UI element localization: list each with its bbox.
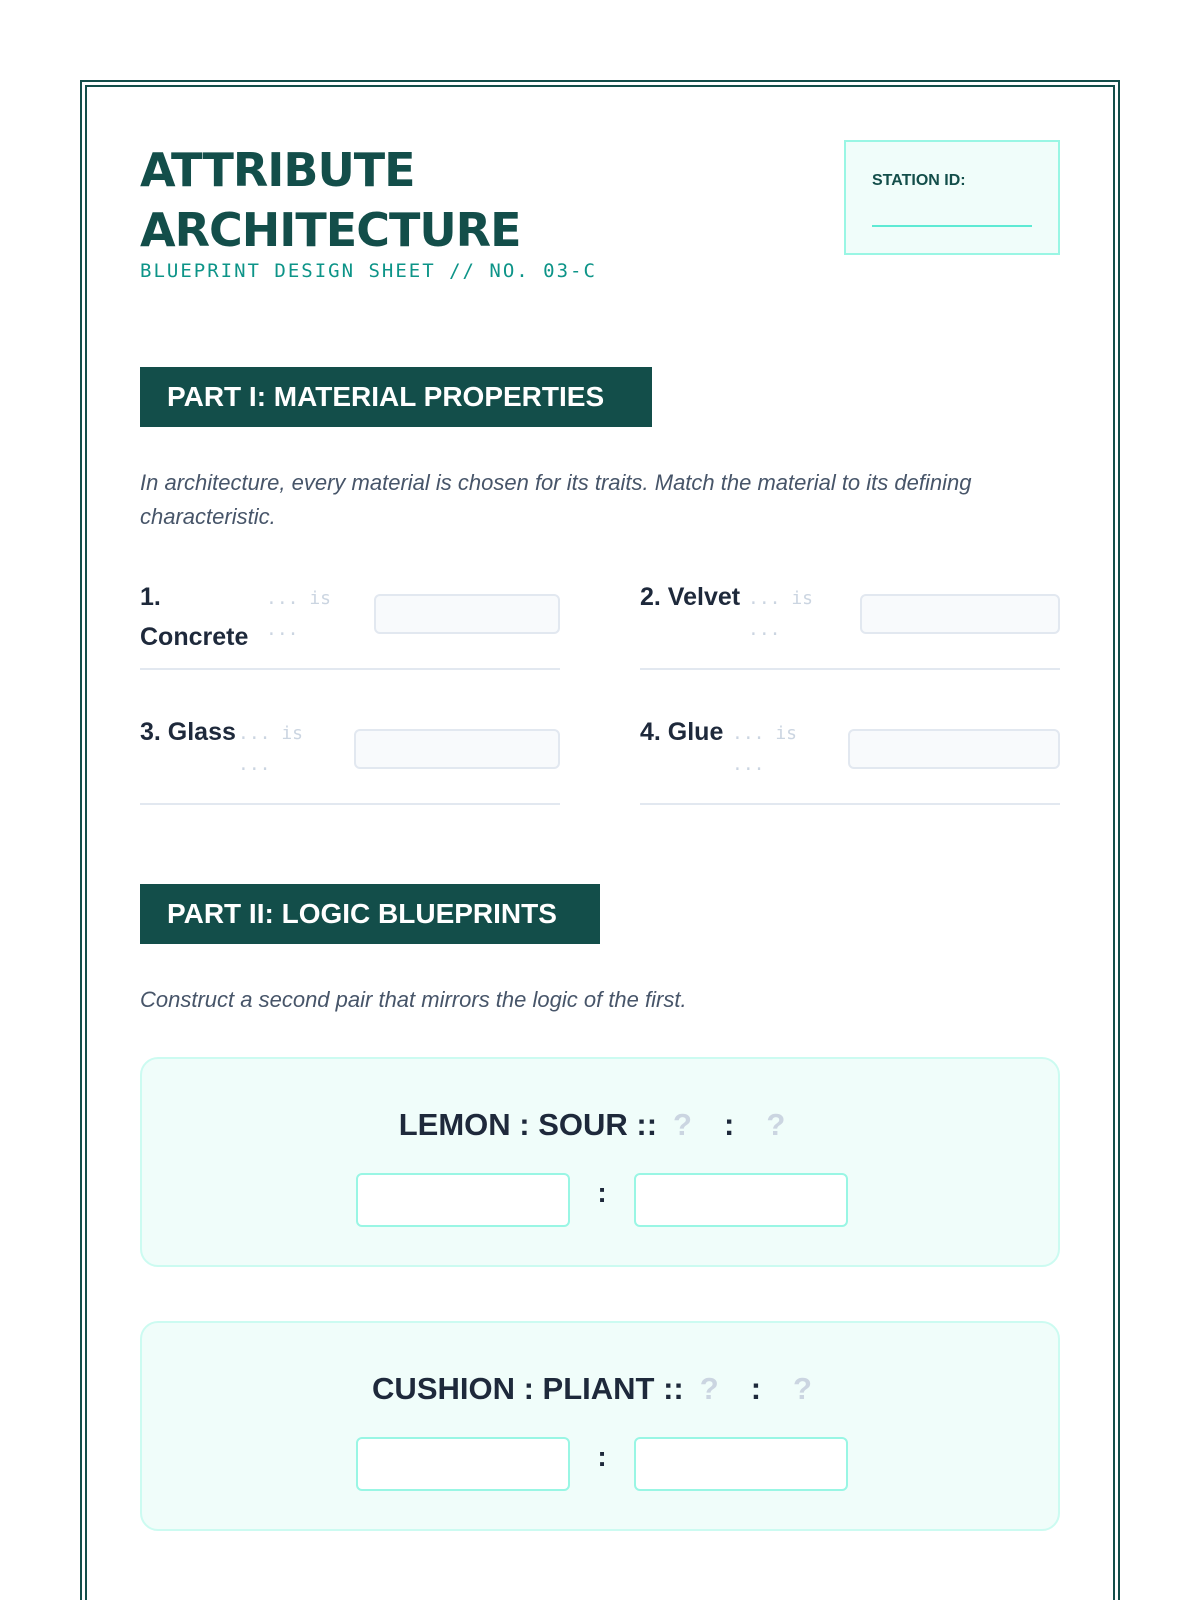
analogy-separator: :: [750, 1371, 762, 1406]
station-id-field[interactable]: [872, 225, 1032, 227]
analogy-blank: ?: [793, 1371, 812, 1406]
material-label: 3. Glass: [140, 718, 236, 746]
analogy-prompt: [142, 1105, 1058, 1145]
analogy-answer-input-right[interactable]: [634, 1173, 848, 1227]
analogy-answer-separator: :: [597, 1441, 607, 1472]
station-id-box: [844, 140, 1060, 255]
page-title: ATTRIBUTE ARCHITECTURE: [140, 143, 521, 257]
material-hint: ... is ...: [732, 723, 798, 775]
analogy-answer-input-right[interactable]: [634, 1437, 848, 1491]
part2-heading: PART II: LOGIC BLUEPRINTS: [140, 884, 600, 944]
analogy-prompt-text: CUSHION : PLIANT ::: [372, 1371, 684, 1406]
analogy-answer-row: [142, 1173, 1058, 1227]
analogy-prompt-text: LEMON : SOUR ::: [398, 1107, 658, 1142]
material-hint: ... is ...: [238, 723, 304, 775]
material-label: 1. Concrete: [140, 583, 249, 651]
material-answer-input[interactable]: [848, 729, 1060, 769]
material-item: [140, 567, 560, 670]
material-answer-input[interactable]: [354, 729, 560, 769]
station-id-label: STATION ID:: [872, 172, 966, 189]
analogy-answer-input-left[interactable]: [356, 1173, 570, 1227]
material-answer-input[interactable]: [374, 594, 560, 634]
part1-instructions: In architecture, every material is chosen for its traits. Match the material to its defining characteristic.: [140, 470, 972, 529]
material-label: 2. Velvet: [640, 583, 741, 611]
analogy-separator: :: [723, 1107, 735, 1142]
material-item: [640, 702, 1060, 805]
analogy-answer-input-left[interactable]: [356, 1437, 570, 1491]
analogy-blank: ?: [766, 1107, 786, 1142]
analogy-answer-separator: :: [597, 1177, 607, 1208]
material-item: [140, 702, 560, 805]
material-item: [640, 567, 1060, 670]
material-hint: ... is ...: [748, 588, 814, 640]
page-subtitle: BLUEPRINT DESIGN SHEET // NO. 03-C: [140, 260, 597, 282]
material-label: 4. Glue: [640, 718, 724, 746]
material-hint: ... is ...: [266, 588, 332, 640]
analogy-prompt: [142, 1369, 1058, 1409]
analogy-answer-row: [142, 1437, 1058, 1491]
analogy-blank: ?: [699, 1371, 719, 1406]
analogy-card: [140, 1057, 1060, 1267]
analogy-blank: ?: [673, 1107, 692, 1142]
part2-instructions: Construct a second pair that mirrors the logic of the first.: [140, 987, 687, 1012]
analogy-card: [140, 1321, 1060, 1531]
material-answer-input[interactable]: [860, 594, 1060, 634]
part1-heading: PART I: MATERIAL PROPERTIES: [140, 367, 652, 427]
